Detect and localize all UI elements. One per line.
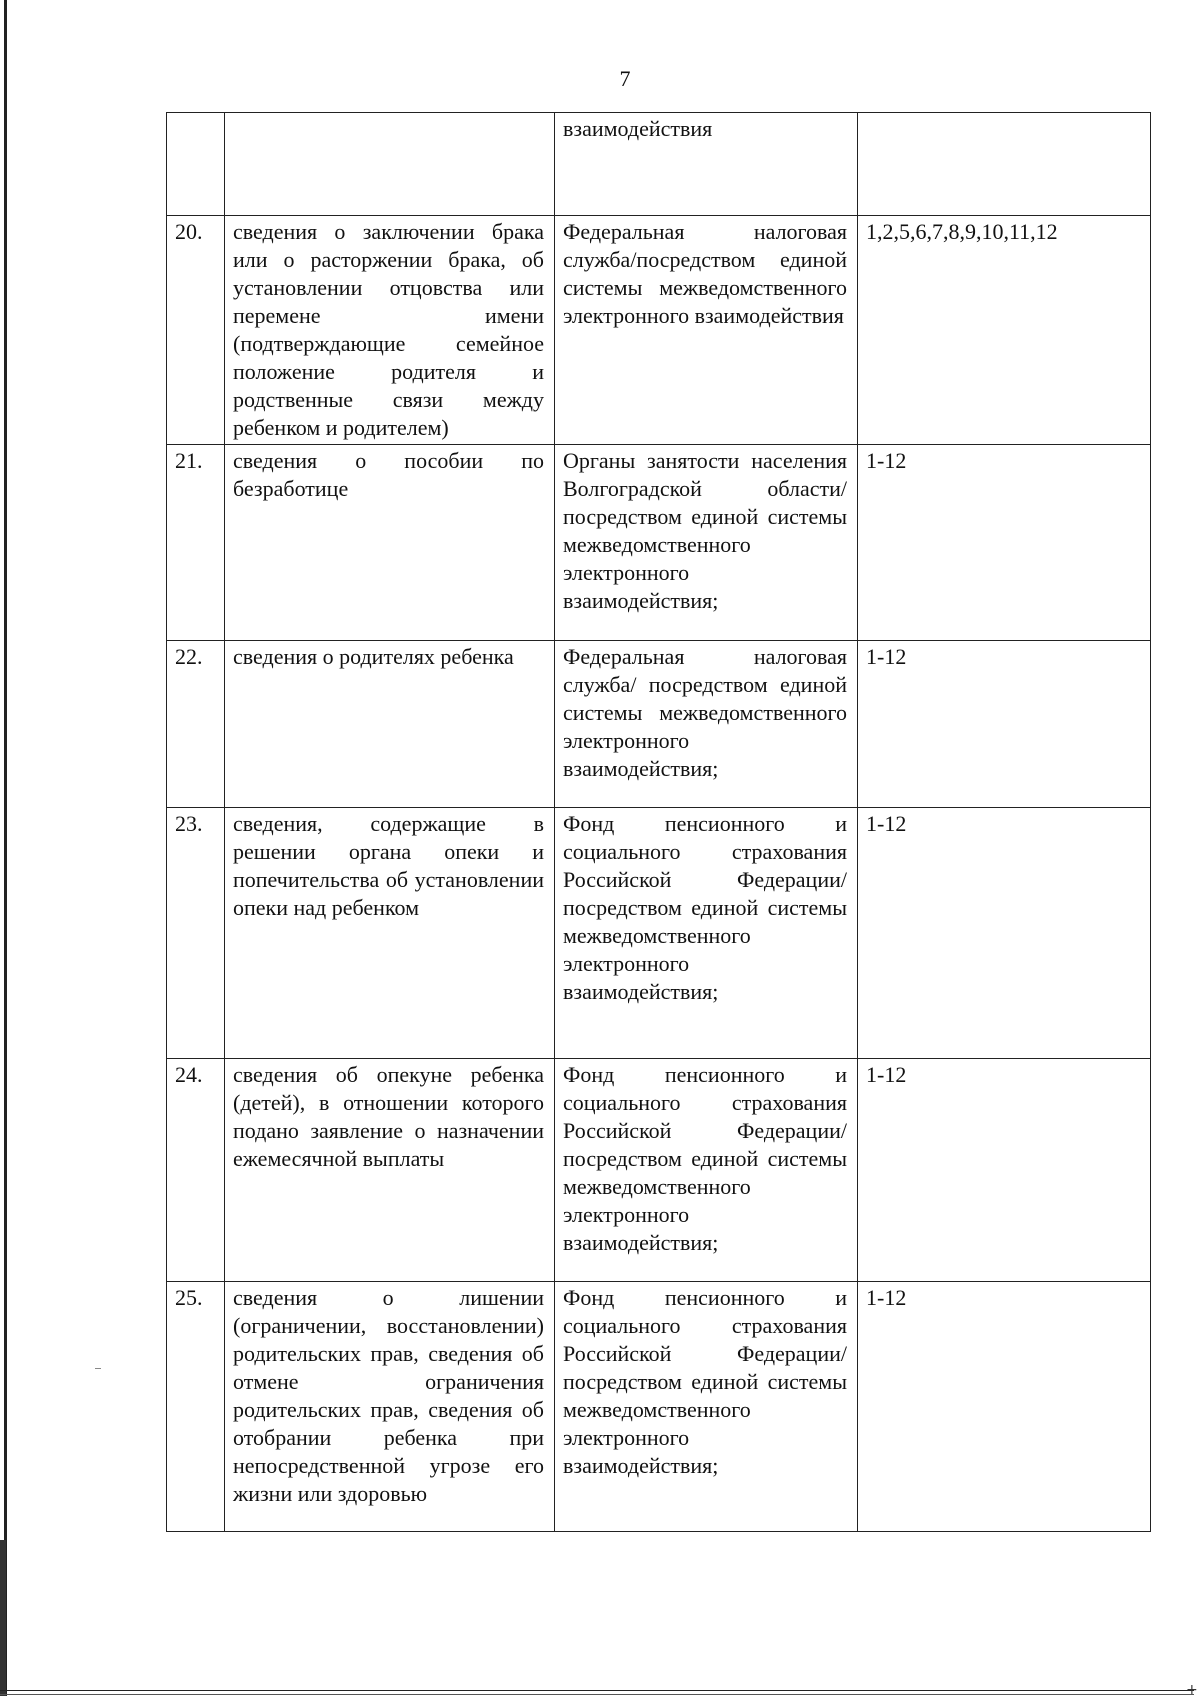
scan-left-border	[4, 0, 7, 1696]
row-source: Фонд пенсионного и социального страхования Российской Федерации/ посредством единой системы межведомственного электронного взаимодействия;	[555, 1059, 858, 1282]
table-row-continuation	[167, 113, 1151, 216]
document-table	[166, 112, 1151, 1532]
row-number: 21.	[167, 445, 225, 641]
row-info: сведения о заключении брака или о расторжении брака, об установлении отцовства или перемене имени (подтверждающие семейное положение родителя и родственные связи между ребенком и родителем)	[225, 216, 555, 445]
row-months: 1-12	[858, 445, 1151, 641]
table-row	[167, 216, 1151, 445]
scan-bottom-border	[0, 1690, 1194, 1691]
scan-speck	[95, 1368, 101, 1369]
row-info: сведения о пособии по безработице	[225, 445, 555, 641]
scan-left-border-mark	[0, 1540, 6, 1696]
table-row	[167, 1059, 1151, 1282]
row-source: Федеральная налоговая служба/ посредством единой системы межведомственного электронного взаимодействия;	[555, 641, 858, 808]
table-row	[167, 641, 1151, 808]
row-number: 20.	[167, 216, 225, 445]
table-row	[167, 1282, 1151, 1532]
table-row	[167, 808, 1151, 1059]
row-source: взаимодействия	[555, 113, 858, 216]
row-months: 1-12	[858, 1059, 1151, 1282]
row-info: сведения о лишении (ограничении, восстановлении) родительских прав, сведения об отмене ограничения родительских прав, сведения об отобрании ребенка при непосредственной угрозе его жизни или здоровью	[225, 1282, 555, 1532]
row-info: сведения, содержащие в решении органа опеки и попечительства об установлении опеки над ребенком	[225, 808, 555, 1059]
row-source: Федеральная налоговая служба/посредством единой системы межведомственного электронного взаимодействия	[555, 216, 858, 445]
row-info: сведения о родителях ребенка	[225, 641, 555, 808]
row-months: 1,2,5,6,7,8,9,10,11,12	[858, 216, 1151, 445]
row-months: 1-12	[858, 641, 1151, 808]
row-months: 1-12	[858, 1282, 1151, 1532]
scan-bottom-border-2	[0, 1694, 1194, 1695]
row-number	[167, 113, 225, 216]
row-info: сведения об опекуне ребенка (детей), в отношении которого подано заявление о назначении ежемесячной выплаты	[225, 1059, 555, 1282]
row-source: Фонд пенсионного и социального страхования Российской Федерации/ посредством единой системы межведомственного электронного взаимодействия;	[555, 808, 858, 1059]
row-info	[225, 113, 555, 216]
row-number: 23.	[167, 808, 225, 1059]
row-number: 22.	[167, 641, 225, 808]
row-months	[858, 113, 1151, 216]
page-number: 7	[619, 66, 631, 91]
row-source: Фонд пенсионного и социального страхования Российской Федерации/ посредством единой системы межведомственного электронного взаимодействия;	[555, 1282, 858, 1532]
row-number: 25.	[167, 1282, 225, 1532]
table-row	[167, 445, 1151, 641]
row-source: Органы занятости населения Волгоградской области/ посредством единой системы межведомственного электронного взаимодействия;	[555, 445, 858, 641]
row-number: 24.	[167, 1059, 225, 1282]
row-months: 1-12	[858, 808, 1151, 1059]
scan-corner-plus-icon: +	[1186, 1682, 1198, 1698]
